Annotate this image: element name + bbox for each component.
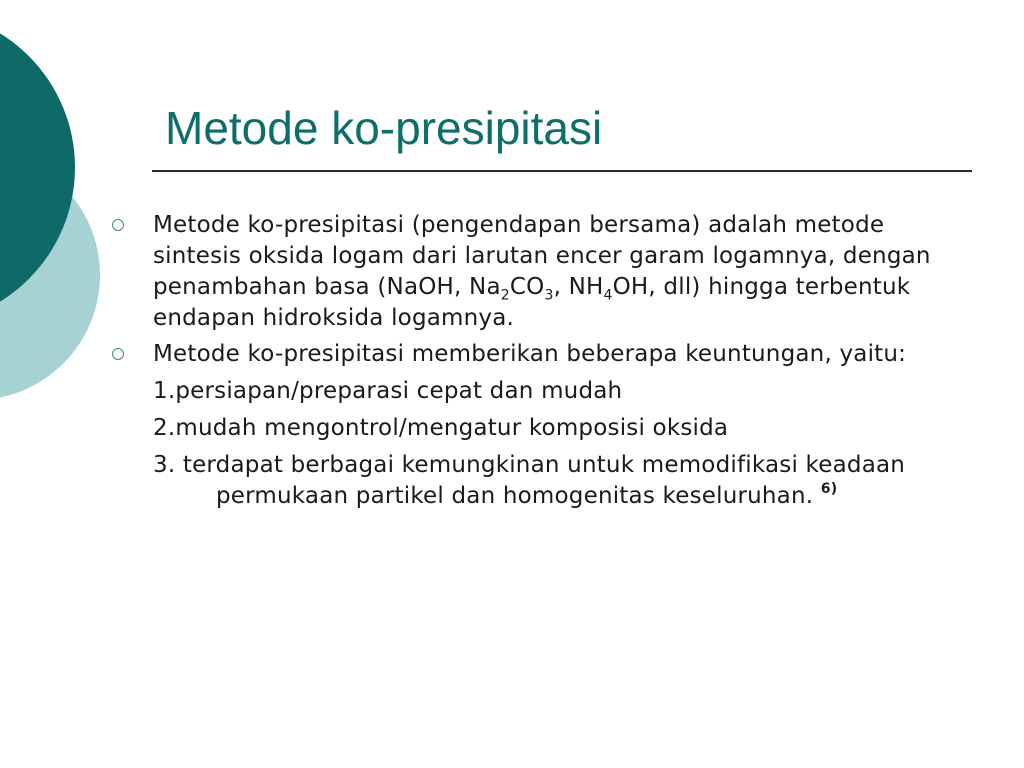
advantage-item-3-text: 3. terdapat berbagai kemungkinan untuk memodifikasi keadaan permukaan partikel dan homogenitas keseluruhan. xyxy=(153,452,906,509)
bullet-text: Metode ko-presipitasi memberikan beberapa keuntungan, yaitu: xyxy=(153,341,907,367)
reference-mark: 6) xyxy=(820,481,838,497)
advantage-item-2: 2.mudah mengontrol/mengatur komposisi oksida xyxy=(153,415,729,441)
hollow-circle-bullet-icon xyxy=(112,348,124,360)
bullet-text-part: , NH xyxy=(553,274,604,300)
hollow-circle-bullet-icon xyxy=(112,219,124,231)
bullet-text-part: CO xyxy=(509,274,545,300)
subscript: 4 xyxy=(603,287,613,304)
advantage-item-1: 1.persiapan/preparasi cepat dan mudah xyxy=(153,378,623,404)
subscript: 3 xyxy=(544,287,554,304)
bullet-item-definition xyxy=(112,210,972,334)
slide-body xyxy=(112,210,972,512)
advantage-item-3 xyxy=(112,450,972,512)
title-divider xyxy=(152,170,972,172)
bullet-item-advantages xyxy=(112,339,972,370)
subscript: 2 xyxy=(500,287,510,304)
bullet-text-part: Metode ko-presipitasi (pengendapan bersama) adalah metode sintesis oksida logam dari larutan encer garam logamnya, dengan penambahan basa (NaOH, Na xyxy=(153,212,931,300)
slide-title: Metode ko-presipitasi xyxy=(165,102,603,154)
bullet-text-part: OH, dll) hingga terbentuk endapan hidroksida logamnya. xyxy=(153,274,911,331)
